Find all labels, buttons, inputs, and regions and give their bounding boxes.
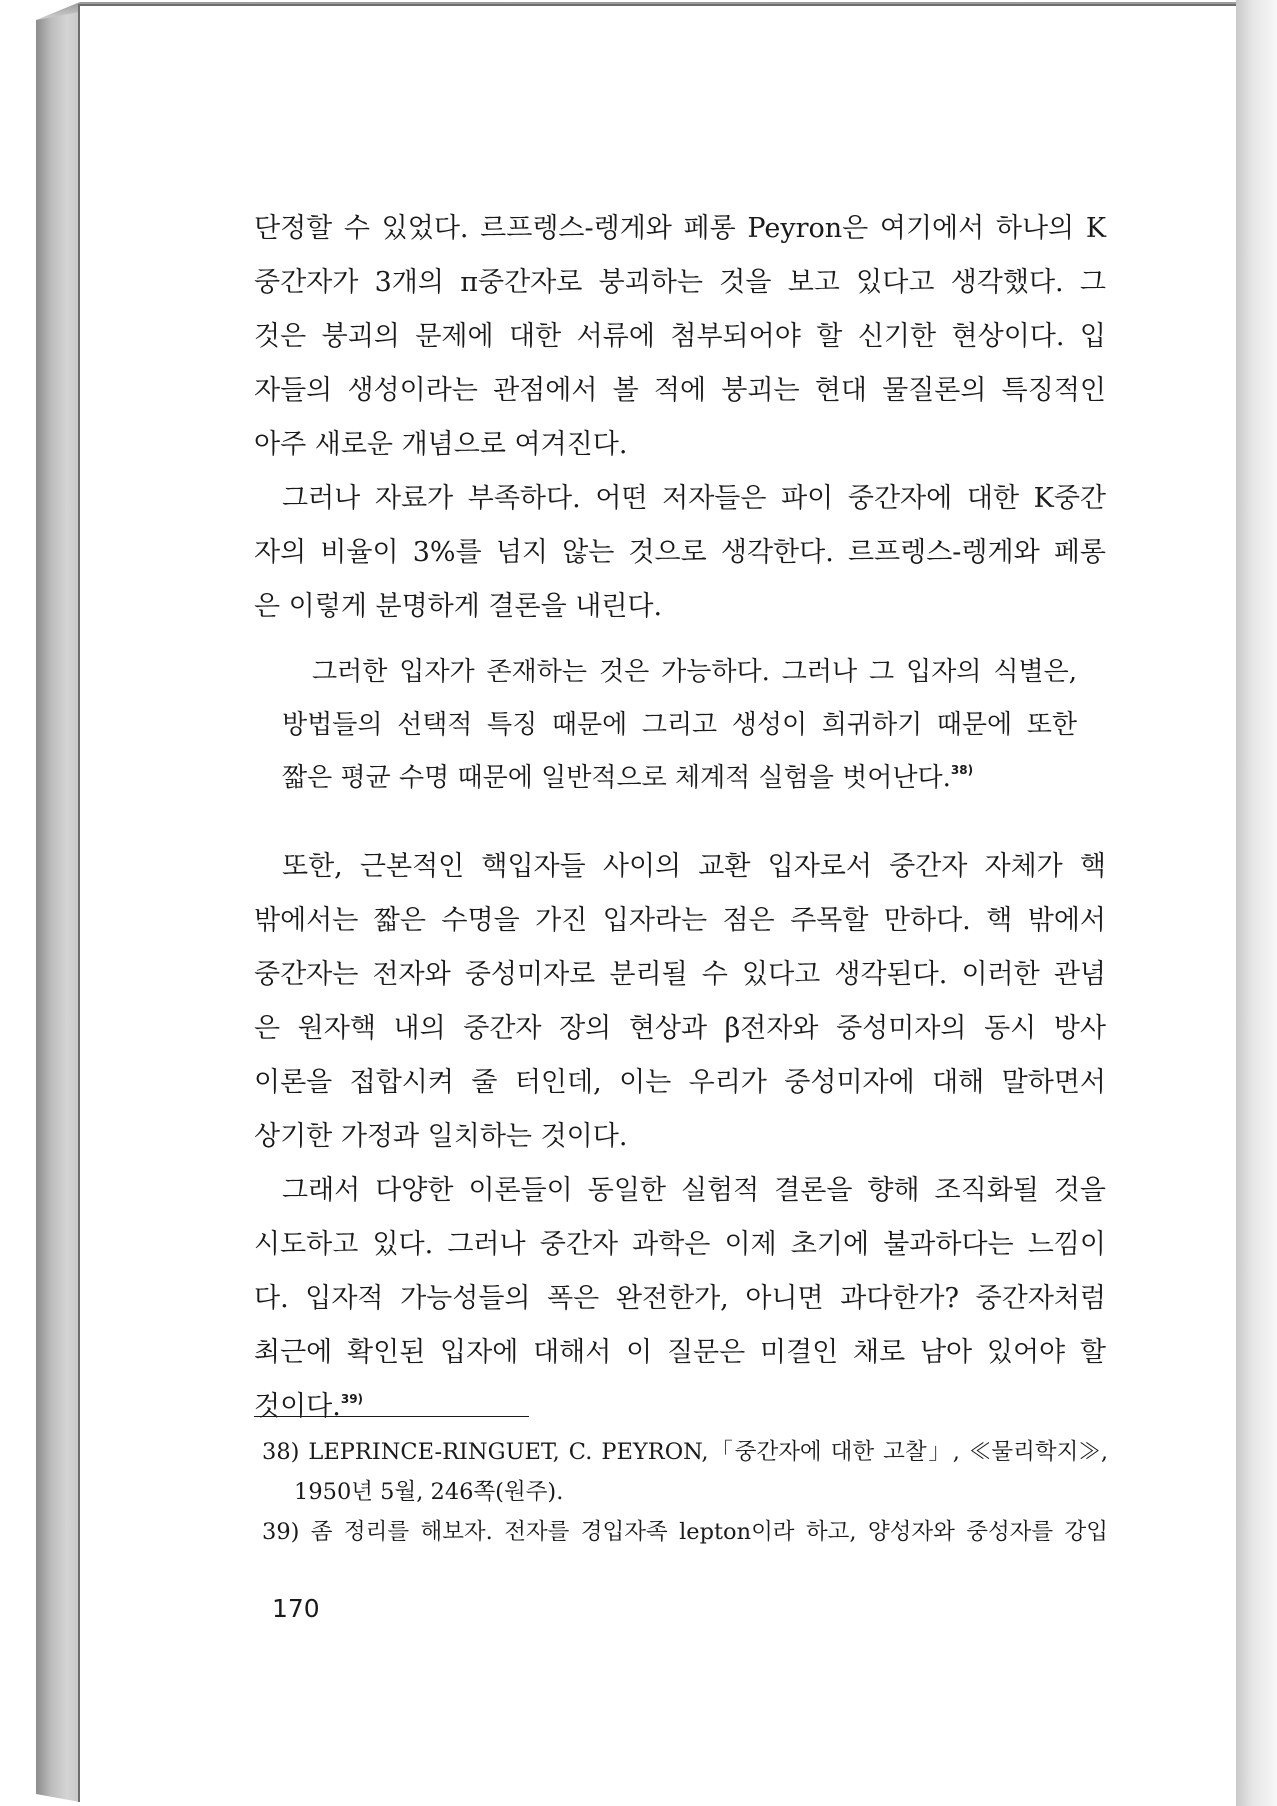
paragraph-1-line-2: 중간자가 3개의 π중간자로 붕괴하는 것을 보고 있다고 생각했다. 그 (254, 267, 1106, 298)
paragraph-3-line-5: 이론을 접합시켜 줄 터인데, 이는 우리가 중성미자에 대해 말하면서 (254, 1067, 1106, 1098)
paragraph-1-line-5: 아주 새로운 개념으로 여겨진다. (254, 429, 628, 460)
book-spine (36, 12, 80, 1802)
paragraph-3-line-1: 또한, 근본적인 핵입자들 사이의 교환 입자로서 중간자 자체가 핵 (282, 851, 1106, 882)
paragraph-1-line-1: 단정할 수 있었다. 르프렝스-렝게와 페롱 Peyron은 여기에서 하나의 K (254, 213, 1106, 244)
paragraph-4-line-4: 최근에 확인된 입자에 대해서 이 질문은 미결인 채로 남아 있어야 할 (254, 1337, 1106, 1368)
footnote-38-line-1: 38) LEPRINCE-RINGUET, C. PEYRON,「중간자에 대한 고찰」, ≪물리학지≫, (262, 1439, 1108, 1465)
paragraph-3-line-3: 중간자는 전자와 중성미자로 분리될 수 있다고 생각된다. 이러한 관념 (254, 959, 1106, 990)
quote-line-3-text: 짧은 평균 수명 때문에 일반적으로 체계적 실험을 벗어난다. (282, 763, 951, 793)
paragraph-4-line-3: 다. 입자적 가능성들의 폭은 완전한가, 아니면 과다한가? 중간자처럼 (254, 1283, 1106, 1314)
paragraph-3-line-6: 상기한 가정과 일치하는 것이다. (254, 1121, 628, 1152)
paragraph-2-line-1: 그러나 자료가 부족하다. 어떤 저자들은 파이 중간자에 대한 K중간 (282, 483, 1106, 514)
paragraph-4-line-2: 시도하고 있다. 그러나 중간자 과학은 이제 초기에 불과하다는 느낌이 (254, 1229, 1106, 1260)
paragraph-2-line-2: 자의 비율이 3%를 넘지 않는 것으로 생각한다. 르프렝스-렝게와 페롱 (254, 537, 1106, 568)
footnote-ref-38[interactable]: 38) (950, 763, 974, 777)
paragraph-4-line-1: 그래서 다양한 이론들이 동일한 실험적 결론을 향해 조직화될 것을 (282, 1175, 1106, 1206)
quote-line-1: 그러한 입자가 존재하는 것은 가능하다. 그러나 그 입자의 식별은, (312, 657, 1077, 687)
paragraph-3-line-4: 은 원자핵 내의 중간자 장의 현상과 β전자와 중성미자의 동시 방사 (254, 1013, 1106, 1044)
paragraph-3-line-2: 밖에서는 짧은 수명을 가진 입자라는 점은 주목할 만하다. 핵 밖에서 (254, 905, 1106, 936)
footnote-separator (254, 1416, 529, 1417)
page-number: 170 (272, 1594, 320, 1623)
footnote-38-line-2: 1950년 5월, 246쪽(원주). (294, 1479, 564, 1505)
footnote-39-line-1: 39) 좀 정리를 해보자. 전자를 경입자족 lepton이라 하고, 양성자와 중성자를 강입 (262, 1519, 1108, 1545)
footnote-ref-39[interactable]: 39) (340, 1392, 364, 1406)
block-quote (282, 646, 1077, 805)
body-text-upper (254, 202, 1106, 634)
footnotes (262, 1432, 1108, 1552)
paragraph-2-line-3: 은 이렇게 분명하게 결론을 내린다. (254, 591, 663, 622)
paragraph-4-line-5 (254, 1380, 1106, 1434)
body-text-lower (254, 840, 1106, 1434)
paragraph-1-line-3: 것은 붕괴의 문제에 대한 서류에 첨부되어야 할 신기한 현상이다. 입 (254, 321, 1106, 352)
page-edge-shadow (1236, 0, 1277, 1806)
quote-line-3 (282, 752, 1077, 805)
paragraph-1-line-4: 자들의 생성이라는 관점에서 볼 적에 붕괴는 현대 물질론의 특징적인 (254, 375, 1106, 406)
paragraph-4-line-5-text: 것이다. (254, 1391, 341, 1422)
quote-line-2: 방법들의 선택적 특징 때문에 그리고 생성이 희귀하기 때문에 또한 (282, 710, 1077, 740)
